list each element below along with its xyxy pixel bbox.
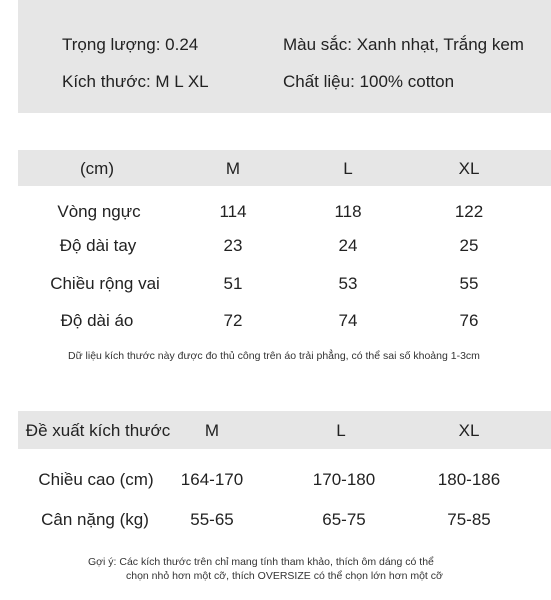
table-cell: 114	[219, 202, 247, 221]
table-row-label: Vòng ngực	[57, 202, 141, 221]
table-cell: 180-186	[437, 470, 501, 489]
table-cell: 74	[338, 311, 358, 330]
sizes-text: Kích thước: M L XL	[62, 72, 209, 91]
size-table-header-l: L	[343, 159, 353, 178]
recommend-table-header-xl: XL	[458, 421, 480, 440]
table-row-label: Cân nặng (kg)	[41, 510, 149, 529]
table-cell: 23	[223, 236, 243, 255]
table-cell: 72	[223, 311, 243, 330]
table-cell: 55	[459, 274, 479, 293]
table-cell: 75-85	[447, 510, 491, 529]
table-cell: 118	[334, 202, 362, 221]
table-row-label: Chiều cao (cm)	[38, 470, 154, 489]
table-cell: 53	[338, 274, 358, 293]
size-table-unit-header: (cm)	[80, 159, 114, 178]
recommend-table-header-m: M	[204, 421, 220, 440]
size-table-header-m: M	[225, 159, 241, 178]
table-cell: 76	[459, 311, 479, 330]
table-cell: 65-75	[322, 510, 366, 529]
table-cell: 122	[454, 202, 484, 221]
product-info-panel	[18, 0, 551, 113]
table-cell: 24	[338, 236, 358, 255]
recommend-table-header-l: L	[336, 421, 346, 440]
table-cell: 25	[459, 236, 479, 255]
table-cell: 170-180	[312, 470, 376, 489]
measurement-note: Dữ liệu kích thước này được đo thủ công trên áo trải phẳng, có thể sai số khoảng 1-3cm	[68, 350, 480, 362]
table-row-label: Độ dài tay	[59, 236, 137, 255]
material-text: Chất liệu: 100% cotton	[283, 72, 455, 91]
table-cell: 164-170	[180, 470, 244, 489]
size-table-header-xl: XL	[458, 159, 480, 178]
color-text: Màu sắc: Xanh nhạt, Trắng kem	[283, 35, 524, 54]
weight-text: Trọng lượng: 0.24	[62, 35, 199, 54]
recommend-table-title: Đề xuất kích thước	[25, 421, 171, 440]
size-tip-line-2: chọn nhỏ hơn một cỡ, thích OVERSIZE có thể chọn lớn hơn một cỡ	[126, 570, 443, 582]
table-row-label: Chiều rộng vai	[50, 274, 160, 293]
size-tip-line-1: Gợi ý: Các kích thước trên chỉ mang tính tham khảo, thích ôm dáng có thể	[88, 556, 434, 568]
table-cell: 55-65	[190, 510, 234, 529]
table-row-label: Độ dài áo	[60, 311, 134, 330]
table-cell: 51	[223, 274, 243, 293]
